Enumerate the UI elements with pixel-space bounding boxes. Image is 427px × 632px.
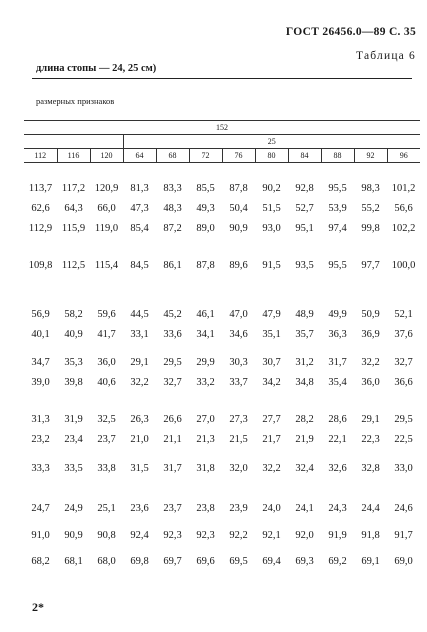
table-cell: 31,2 bbox=[295, 357, 314, 368]
table-cell: 68,1 bbox=[64, 556, 83, 567]
table-cell: 29,9 bbox=[196, 357, 215, 368]
table-cell: 36,3 bbox=[328, 329, 347, 340]
table-cell: 22,5 bbox=[394, 434, 413, 445]
table-cell: 47,9 bbox=[262, 309, 281, 320]
table-cell: 92,2 bbox=[229, 530, 248, 541]
table-cell: 29,5 bbox=[394, 414, 413, 425]
table-cell: 29,5 bbox=[163, 357, 182, 368]
table-cell: 35,4 bbox=[328, 377, 347, 388]
table-cell: 115,4 bbox=[94, 260, 119, 271]
table-cell: 34,8 bbox=[295, 377, 314, 388]
table-cell: 93,0 bbox=[262, 223, 281, 234]
table-cell: 84,5 bbox=[130, 260, 149, 271]
table-row bbox=[24, 553, 420, 570]
table-cell: 35,3 bbox=[64, 357, 83, 368]
table-row bbox=[24, 180, 420, 197]
table-cell: 95,5 bbox=[328, 183, 347, 194]
table-cell: 90,8 bbox=[97, 530, 116, 541]
table-cell: 36,0 bbox=[361, 377, 380, 388]
column-header: 88 bbox=[321, 149, 354, 163]
table-cell: 31,7 bbox=[328, 357, 347, 368]
table-cell: 31,5 bbox=[130, 463, 149, 474]
table-cell: 28,6 bbox=[328, 414, 347, 425]
table-cell: 85,5 bbox=[196, 183, 215, 194]
table-cell: 25,1 bbox=[97, 503, 116, 514]
table-cell: 68,2 bbox=[31, 556, 50, 567]
table-cell: 115,9 bbox=[61, 223, 86, 234]
table-cell: 35,7 bbox=[295, 329, 314, 340]
table-cell: 40,1 bbox=[31, 329, 50, 340]
table-cell: 47,3 bbox=[130, 203, 149, 214]
table-cell: 32,2 bbox=[262, 463, 281, 474]
table-cell: 34,2 bbox=[262, 377, 281, 388]
header-row-top bbox=[24, 121, 420, 135]
table-cell: 23,8 bbox=[196, 503, 215, 514]
table-cell: 92,8 bbox=[295, 183, 314, 194]
table-cell: 35,1 bbox=[262, 329, 281, 340]
table-cell: 36,6 bbox=[394, 377, 413, 388]
table-cell: 69,4 bbox=[262, 556, 281, 567]
table-cell: 91,5 bbox=[262, 260, 281, 271]
table-cell: 24,1 bbox=[295, 503, 314, 514]
table-cell: 98,3 bbox=[361, 183, 380, 194]
table-row bbox=[24, 527, 420, 544]
table-cell: 24,0 bbox=[262, 503, 281, 514]
table-row bbox=[24, 374, 420, 391]
table-cell: 32,7 bbox=[394, 357, 413, 368]
table-cell: 58,2 bbox=[64, 309, 83, 320]
table-cell: 52,7 bbox=[295, 203, 314, 214]
table-cell: 69,7 bbox=[163, 556, 182, 567]
table-cell: 69,5 bbox=[229, 556, 248, 567]
table-cell: 69,0 bbox=[394, 556, 413, 567]
table-cell: 40,9 bbox=[64, 329, 83, 340]
table-cell: 45,2 bbox=[163, 309, 182, 320]
table-cell: 119,0 bbox=[94, 223, 119, 234]
table-cell: 32,5 bbox=[97, 414, 116, 425]
table-cell: 31,3 bbox=[31, 414, 50, 425]
table-cell: 87,8 bbox=[196, 260, 215, 271]
table-cell: 39,8 bbox=[64, 377, 83, 388]
table-cell: 92,1 bbox=[262, 530, 281, 541]
table-cell: 83,3 bbox=[163, 183, 182, 194]
table-cell: 22,1 bbox=[328, 434, 347, 445]
table-cell: 33,1 bbox=[130, 329, 149, 340]
table-cell: 30,7 bbox=[262, 357, 281, 368]
table-cell: 37,6 bbox=[394, 329, 413, 340]
table-cell: 64,3 bbox=[64, 203, 83, 214]
table-cell: 69,6 bbox=[196, 556, 215, 567]
table-cell: 101,2 bbox=[391, 183, 416, 194]
table-cell: 26,3 bbox=[130, 414, 149, 425]
table-cell: 46,1 bbox=[196, 309, 215, 320]
column-header: 92 bbox=[354, 149, 387, 163]
table-cell: 50,4 bbox=[229, 203, 248, 214]
table-row bbox=[24, 326, 420, 343]
table-cell: 69,3 bbox=[295, 556, 314, 567]
table-cell: 21,7 bbox=[262, 434, 281, 445]
table-row bbox=[24, 411, 420, 428]
table-cell: 28,2 bbox=[295, 414, 314, 425]
header-top-cell: 152 bbox=[24, 121, 420, 135]
header-row-columns bbox=[24, 149, 420, 163]
table-cell: 27,0 bbox=[196, 414, 215, 425]
table-cell: 33,2 bbox=[196, 377, 215, 388]
column-header: 116 bbox=[57, 149, 90, 163]
table-cell: 23,4 bbox=[64, 434, 83, 445]
table-cell: 23,9 bbox=[229, 503, 248, 514]
table-cell: 90,9 bbox=[64, 530, 83, 541]
table-cell: 55,2 bbox=[361, 203, 380, 214]
table-cell: 24,7 bbox=[31, 503, 50, 514]
table-cell: 102,2 bbox=[391, 223, 416, 234]
table-cell: 53,9 bbox=[328, 203, 347, 214]
column-header: 96 bbox=[387, 149, 420, 163]
table-cell: 41,7 bbox=[97, 329, 116, 340]
table-cell: 92,0 bbox=[295, 530, 314, 541]
table-cell: 34,7 bbox=[31, 357, 50, 368]
table-cell: 34,6 bbox=[229, 329, 248, 340]
table-cell: 92,4 bbox=[130, 530, 149, 541]
table-cell: 21,9 bbox=[295, 434, 314, 445]
column-header: 64 bbox=[123, 149, 156, 163]
table-cell: 91,0 bbox=[31, 530, 50, 541]
table-cell: 21,5 bbox=[229, 434, 248, 445]
table-cell: 23,7 bbox=[163, 503, 182, 514]
table-cell: 39,0 bbox=[31, 377, 50, 388]
table-cell: 33,3 bbox=[31, 463, 50, 474]
table-row bbox=[24, 500, 420, 517]
table-cell: 112,9 bbox=[28, 223, 53, 234]
table-cell: 23,6 bbox=[130, 503, 149, 514]
table-cell: 91,8 bbox=[361, 530, 380, 541]
column-header: 112 bbox=[24, 149, 57, 163]
table-cell: 66,0 bbox=[97, 203, 116, 214]
table-cell: 23,2 bbox=[31, 434, 50, 445]
table-cell: 21,1 bbox=[163, 434, 182, 445]
header-mid-cell: 25 bbox=[123, 135, 420, 149]
table-cell: 51,5 bbox=[262, 203, 281, 214]
table-cell: 33,0 bbox=[394, 463, 413, 474]
table-cell: 109,8 bbox=[28, 260, 53, 271]
table-cell: 30,3 bbox=[229, 357, 248, 368]
table-cell: 21,0 bbox=[130, 434, 149, 445]
table-cell: 33,5 bbox=[64, 463, 83, 474]
page-mark: 2* bbox=[32, 600, 44, 614]
table-cell: 32,6 bbox=[328, 463, 347, 474]
table-cell: 33,7 bbox=[229, 377, 248, 388]
column-header: 76 bbox=[222, 149, 255, 163]
section-caption: размерных признаков bbox=[36, 96, 115, 106]
table-cell: 113,7 bbox=[28, 183, 53, 194]
table-cell: 24,6 bbox=[394, 503, 413, 514]
column-header: 68 bbox=[156, 149, 189, 163]
table-cell: 69,2 bbox=[328, 556, 347, 567]
table-row bbox=[24, 200, 420, 217]
table-cell: 33,8 bbox=[97, 463, 116, 474]
table-cell: 32,7 bbox=[163, 377, 182, 388]
table-cell: 68,0 bbox=[97, 556, 116, 567]
table-cell: 99,8 bbox=[361, 223, 380, 234]
table-cell: 117,2 bbox=[61, 183, 86, 194]
table-cell: 92,3 bbox=[196, 530, 215, 541]
table-cell: 24,9 bbox=[64, 503, 83, 514]
table-cell: 59,6 bbox=[97, 309, 116, 320]
table-cell: 32,2 bbox=[361, 357, 380, 368]
table-label: Таблица 6 bbox=[356, 50, 416, 62]
table-cell: 23,7 bbox=[97, 434, 116, 445]
table-cell: 56,9 bbox=[31, 309, 50, 320]
table-cell: 97,7 bbox=[361, 260, 380, 271]
table-cell: 44,5 bbox=[130, 309, 149, 320]
table-cell: 48,3 bbox=[163, 203, 182, 214]
table-cell: 100,0 bbox=[391, 260, 416, 271]
table-cell: 21,3 bbox=[196, 434, 215, 445]
table-cell: 31,8 bbox=[196, 463, 215, 474]
header-row-mid bbox=[24, 135, 420, 149]
table-cell: 81,3 bbox=[130, 183, 149, 194]
table-cell: 49,3 bbox=[196, 203, 215, 214]
table-cell: 95,1 bbox=[295, 223, 314, 234]
table-cell: 86,1 bbox=[163, 260, 182, 271]
table-cell: 32,4 bbox=[295, 463, 314, 474]
table-cell: 22,3 bbox=[361, 434, 380, 445]
table-cell: 112,5 bbox=[61, 260, 86, 271]
table-cell: 24,4 bbox=[361, 503, 380, 514]
table-cell: 50,9 bbox=[361, 309, 380, 320]
column-header: 84 bbox=[288, 149, 321, 163]
table-row bbox=[24, 306, 420, 323]
table-subtitle: длина стопы — 24, 25 см) bbox=[36, 63, 157, 74]
table-cell: 89,0 bbox=[196, 223, 215, 234]
table-cell: 92,3 bbox=[163, 530, 182, 541]
table-cell: 91,7 bbox=[394, 530, 413, 541]
table-cell: 31,7 bbox=[163, 463, 182, 474]
table-cell: 87,2 bbox=[163, 223, 182, 234]
table-cell: 69,8 bbox=[130, 556, 149, 567]
table-cell: 69,1 bbox=[361, 556, 380, 567]
table-cell: 89,6 bbox=[229, 260, 248, 271]
table-cell: 32,2 bbox=[130, 377, 149, 388]
table-row bbox=[24, 220, 420, 237]
table-cell: 95,5 bbox=[328, 260, 347, 271]
table-cell: 52,1 bbox=[394, 309, 413, 320]
table-cell: 90,2 bbox=[262, 183, 281, 194]
table-cell: 120,9 bbox=[94, 183, 119, 194]
table-row bbox=[24, 431, 420, 448]
table-cell: 93,5 bbox=[295, 260, 314, 271]
table-cell: 34,1 bbox=[196, 329, 215, 340]
table-cell: 62,6 bbox=[31, 203, 50, 214]
table-cell: 91,9 bbox=[328, 530, 347, 541]
table-cell: 29,1 bbox=[361, 414, 380, 425]
column-header: 120 bbox=[90, 149, 123, 163]
table-row bbox=[24, 354, 420, 371]
column-header: 80 bbox=[255, 149, 288, 163]
table-cell: 27,3 bbox=[229, 414, 248, 425]
table-cell: 40,6 bbox=[97, 377, 116, 388]
table-row bbox=[24, 257, 420, 274]
top-rule bbox=[32, 78, 412, 79]
table-cell: 36,9 bbox=[361, 329, 380, 340]
table-cell: 26,6 bbox=[163, 414, 182, 425]
column-header-table bbox=[24, 120, 420, 163]
header-mid-blank bbox=[24, 135, 123, 149]
page-header: ГОСТ 26456.0—89 С. 35 bbox=[285, 26, 416, 38]
table-cell: 27,7 bbox=[262, 414, 281, 425]
table-cell: 24,3 bbox=[328, 503, 347, 514]
table-cell: 29,1 bbox=[130, 357, 149, 368]
table-row bbox=[24, 460, 420, 477]
table-cell: 47,0 bbox=[229, 309, 248, 320]
table-cell: 36,0 bbox=[97, 357, 116, 368]
table-cell: 32,0 bbox=[229, 463, 248, 474]
table-cell: 33,6 bbox=[163, 329, 182, 340]
table-cell: 87,8 bbox=[229, 183, 248, 194]
table-cell: 97,4 bbox=[328, 223, 347, 234]
table-cell: 32,8 bbox=[361, 463, 380, 474]
table-cell: 49,9 bbox=[328, 309, 347, 320]
table-cell: 56,6 bbox=[394, 203, 413, 214]
table-cell: 48,9 bbox=[295, 309, 314, 320]
table-cell: 85,4 bbox=[130, 223, 149, 234]
column-header: 72 bbox=[189, 149, 222, 163]
table-cell: 31,9 bbox=[64, 414, 83, 425]
table-cell: 90,9 bbox=[229, 223, 248, 234]
